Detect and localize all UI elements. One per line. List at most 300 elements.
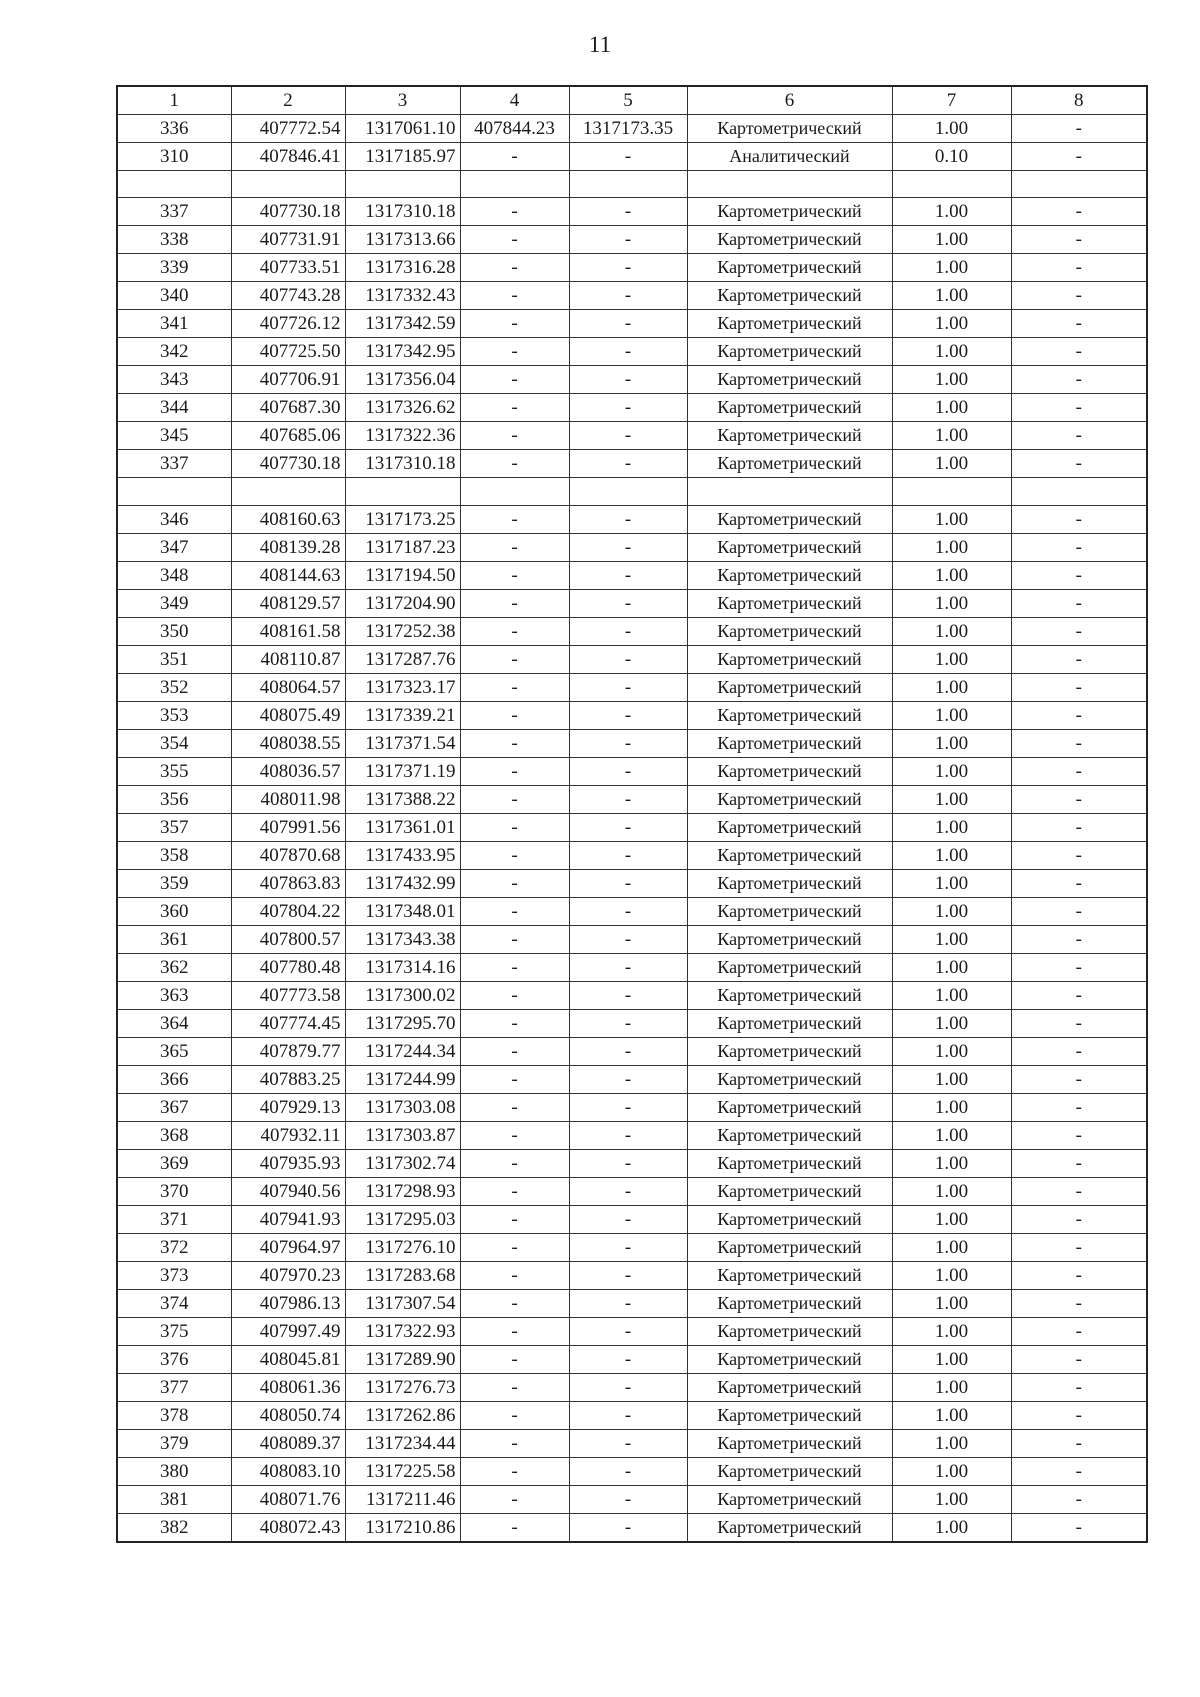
method-cell: Картометрический (687, 729, 892, 757)
note-cell: - (1011, 1373, 1147, 1401)
y-old-coordinate-cell: - (569, 785, 687, 813)
accuracy-cell (892, 478, 1011, 505)
method-cell: Картометрический (687, 1065, 892, 1093)
y-coordinate-cell: 1317302.74 (345, 1149, 460, 1177)
point-number-cell: 336 (117, 115, 231, 143)
table-row (117, 366, 1147, 394)
note-cell: - (1011, 953, 1147, 981)
x-coordinate-cell: 407687.30 (231, 394, 345, 422)
x-old-coordinate-cell: - (460, 1121, 569, 1149)
note-cell: - (1011, 1121, 1147, 1149)
x-old-coordinate-cell: - (460, 729, 569, 757)
x-coordinate-cell: 408089.37 (231, 1429, 345, 1457)
note-cell (1011, 478, 1147, 505)
y-coordinate-cell: 1317307.54 (345, 1289, 460, 1317)
table-row (117, 701, 1147, 729)
note-cell: - (1011, 533, 1147, 561)
table-row (117, 1373, 1147, 1401)
note-cell: - (1011, 115, 1147, 143)
y-coordinate-cell: 1317332.43 (345, 282, 460, 310)
method-cell: Картометрический (687, 1177, 892, 1205)
x-old-coordinate-cell: - (460, 366, 569, 394)
x-coordinate-cell: 407940.56 (231, 1177, 345, 1205)
point-number-cell: 358 (117, 841, 231, 869)
y-coordinate-cell: 1317314.16 (345, 953, 460, 981)
y-old-coordinate-cell: - (569, 1037, 687, 1065)
point-number-cell: 337 (117, 450, 231, 478)
point-number-cell: 338 (117, 226, 231, 254)
accuracy-cell: 1.00 (892, 925, 1011, 953)
y-coordinate-cell: 1317303.08 (345, 1093, 460, 1121)
note-cell: - (1011, 617, 1147, 645)
y-coordinate-cell: 1317287.76 (345, 645, 460, 673)
table-row (117, 813, 1147, 841)
x-coordinate-cell: 408061.36 (231, 1373, 345, 1401)
method-cell: Картометрический (687, 701, 892, 729)
method-cell: Картометрический (687, 1485, 892, 1513)
method-cell: Картометрический (687, 198, 892, 226)
accuracy-cell: 1.00 (892, 589, 1011, 617)
x-old-coordinate-cell: - (460, 645, 569, 673)
y-coordinate-cell: 1317252.38 (345, 617, 460, 645)
method-cell (687, 171, 892, 198)
note-cell: - (1011, 450, 1147, 478)
y-coordinate-cell: 1317339.21 (345, 701, 460, 729)
note-cell: - (1011, 198, 1147, 226)
x-old-coordinate-cell: - (460, 1177, 569, 1205)
y-old-coordinate-cell: - (569, 561, 687, 589)
x-coordinate-cell: 408075.49 (231, 701, 345, 729)
note-cell: - (1011, 1205, 1147, 1233)
method-cell: Картометрический (687, 617, 892, 645)
note-cell: - (1011, 645, 1147, 673)
method-cell: Картометрический (687, 953, 892, 981)
x-coordinate-cell: 408110.87 (231, 645, 345, 673)
point-number-cell: 381 (117, 1485, 231, 1513)
table-row (117, 561, 1147, 589)
point-number-cell: 354 (117, 729, 231, 757)
y-coordinate-cell: 1317295.70 (345, 1009, 460, 1037)
x-old-coordinate-cell: - (460, 1037, 569, 1065)
table-row (117, 1009, 1147, 1037)
x-coordinate-cell: 407706.91 (231, 366, 345, 394)
point-number-cell: 357 (117, 813, 231, 841)
method-cell: Картометрический (687, 1345, 892, 1373)
note-cell: - (1011, 254, 1147, 282)
y-old-coordinate-cell: - (569, 1457, 687, 1485)
x-coordinate-cell: 407804.22 (231, 897, 345, 925)
note-cell: - (1011, 338, 1147, 366)
y-coordinate-cell: 1317343.38 (345, 925, 460, 953)
y-old-coordinate-cell: - (569, 869, 687, 897)
note-cell: - (1011, 1401, 1147, 1429)
y-old-coordinate-cell: - (569, 813, 687, 841)
table-row (117, 1149, 1147, 1177)
point-number-cell: 342 (117, 338, 231, 366)
note-cell: - (1011, 394, 1147, 422)
method-cell: Картометрический (687, 310, 892, 338)
x-old-coordinate-cell: - (460, 1513, 569, 1542)
table-row (117, 1205, 1147, 1233)
y-old-coordinate-cell: - (569, 226, 687, 254)
y-coordinate-cell: 1317371.19 (345, 757, 460, 785)
note-cell: - (1011, 729, 1147, 757)
method-cell: Картометрический (687, 925, 892, 953)
y-old-coordinate-cell: - (569, 1205, 687, 1233)
x-old-coordinate-cell: - (460, 1485, 569, 1513)
y-old-coordinate-cell: - (569, 1261, 687, 1289)
x-coordinate-cell: 408064.57 (231, 673, 345, 701)
x-coordinate-cell: 407780.48 (231, 953, 345, 981)
table-row (117, 198, 1147, 226)
accuracy-cell: 1.00 (892, 1177, 1011, 1205)
method-cell: Картометрический (687, 115, 892, 143)
y-old-coordinate-cell: - (569, 1177, 687, 1205)
note-cell: - (1011, 1037, 1147, 1065)
method-cell: Картометрический (687, 897, 892, 925)
y-coordinate-cell: 1317234.44 (345, 1429, 460, 1457)
note-cell: - (1011, 897, 1147, 925)
method-cell (687, 478, 892, 505)
x-coordinate-cell: 408050.74 (231, 1401, 345, 1429)
x-old-coordinate-cell: - (460, 897, 569, 925)
y-coordinate-cell: 1317316.28 (345, 254, 460, 282)
table-row (117, 1429, 1147, 1457)
accuracy-cell: 1.00 (892, 953, 1011, 981)
accuracy-cell: 1.00 (892, 841, 1011, 869)
x-coordinate-cell: 407991.56 (231, 813, 345, 841)
column-header: 6 (687, 86, 892, 115)
y-old-coordinate-cell: - (569, 338, 687, 366)
table-row (117, 115, 1147, 143)
method-cell: Картометрический (687, 1037, 892, 1065)
accuracy-cell: 1.00 (892, 813, 1011, 841)
x-old-coordinate-cell: 407844.23 (460, 115, 569, 143)
point-number-cell: 363 (117, 981, 231, 1009)
y-coordinate-cell: 1317276.73 (345, 1373, 460, 1401)
table-row (117, 1289, 1147, 1317)
x-coordinate-cell: 407730.18 (231, 450, 345, 478)
point-number-cell: 376 (117, 1345, 231, 1373)
y-coordinate-cell: 1317298.93 (345, 1177, 460, 1205)
table-separator-row (117, 171, 1147, 198)
table-row (117, 1457, 1147, 1485)
y-coordinate-cell: 1317276.10 (345, 1233, 460, 1261)
table-row (117, 282, 1147, 310)
method-cell: Картометрический (687, 869, 892, 897)
method-cell: Картометрический (687, 813, 892, 841)
point-number-cell: 339 (117, 254, 231, 282)
note-cell: - (1011, 925, 1147, 953)
y-coordinate-cell: 1317204.90 (345, 589, 460, 617)
note-cell: - (1011, 422, 1147, 450)
y-old-coordinate-cell: - (569, 645, 687, 673)
accuracy-cell: 1.00 (892, 1289, 1011, 1317)
point-number-cell: 380 (117, 1457, 231, 1485)
x-old-coordinate-cell: - (460, 450, 569, 478)
y-old-coordinate-cell: - (569, 505, 687, 533)
note-cell: - (1011, 1177, 1147, 1205)
method-cell: Картометрический (687, 282, 892, 310)
y-coordinate-cell: 1317313.66 (345, 226, 460, 254)
accuracy-cell: 1.00 (892, 1037, 1011, 1065)
method-cell: Картометрический (687, 1317, 892, 1345)
y-coordinate-cell: 1317194.50 (345, 561, 460, 589)
y-old-coordinate-cell: - (569, 1373, 687, 1401)
table-row (117, 338, 1147, 366)
x-coordinate-cell: 407870.68 (231, 841, 345, 869)
note-cell: - (1011, 561, 1147, 589)
table-row (117, 505, 1147, 533)
y-old-coordinate-cell: - (569, 1121, 687, 1149)
x-old-coordinate-cell: - (460, 1149, 569, 1177)
accuracy-cell: 1.00 (892, 366, 1011, 394)
y-coordinate-cell: 1317342.95 (345, 338, 460, 366)
accuracy-cell: 1.00 (892, 1205, 1011, 1233)
x-old-coordinate-cell: - (460, 143, 569, 171)
point-number-cell: 337 (117, 198, 231, 226)
y-old-coordinate-cell: - (569, 1401, 687, 1429)
y-old-coordinate-cell: - (569, 729, 687, 757)
x-old-coordinate-cell: - (460, 422, 569, 450)
method-cell: Картометрический (687, 1261, 892, 1289)
point-number-cell (117, 478, 231, 505)
x-old-coordinate-cell: - (460, 1401, 569, 1429)
note-cell: - (1011, 673, 1147, 701)
point-number-cell: 382 (117, 1513, 231, 1542)
y-coordinate-cell: 1317061.10 (345, 115, 460, 143)
note-cell: - (1011, 1429, 1147, 1457)
table-row (117, 953, 1147, 981)
x-coordinate-cell: 407970.23 (231, 1261, 345, 1289)
x-coordinate-cell: 407773.58 (231, 981, 345, 1009)
x-coordinate-cell: 407800.57 (231, 925, 345, 953)
y-old-coordinate-cell: - (569, 366, 687, 394)
method-cell: Картометрический (687, 226, 892, 254)
x-coordinate-cell: 407929.13 (231, 1093, 345, 1121)
table-row (117, 254, 1147, 282)
accuracy-cell: 1.00 (892, 254, 1011, 282)
accuracy-cell: 1.00 (892, 1401, 1011, 1429)
method-cell: Картометрический (687, 1233, 892, 1261)
table-row (117, 981, 1147, 1009)
y-old-coordinate-cell: - (569, 757, 687, 785)
x-old-coordinate-cell: - (460, 1093, 569, 1121)
column-header: 7 (892, 86, 1011, 115)
point-number-cell: 359 (117, 869, 231, 897)
table-row (117, 1121, 1147, 1149)
method-cell: Картометрический (687, 366, 892, 394)
accuracy-cell: 1.00 (892, 673, 1011, 701)
table-row (117, 450, 1147, 478)
accuracy-cell: 1.00 (892, 645, 1011, 673)
y-coordinate-cell: 1317310.18 (345, 450, 460, 478)
note-cell: - (1011, 1261, 1147, 1289)
method-cell: Картометрический (687, 1149, 892, 1177)
x-coordinate-cell: 407935.93 (231, 1149, 345, 1177)
accuracy-cell: 1.00 (892, 785, 1011, 813)
point-number-cell: 344 (117, 394, 231, 422)
x-coordinate-cell: 408036.57 (231, 757, 345, 785)
x-coordinate-cell: 407941.93 (231, 1205, 345, 1233)
note-cell: - (1011, 1093, 1147, 1121)
y-old-coordinate-cell: - (569, 617, 687, 645)
accuracy-cell: 1.00 (892, 617, 1011, 645)
x-coordinate-cell: 408129.57 (231, 589, 345, 617)
y-coordinate-cell: 1317432.99 (345, 869, 460, 897)
point-number-cell: 310 (117, 143, 231, 171)
x-old-coordinate-cell: - (460, 254, 569, 282)
x-coordinate-cell: 408139.28 (231, 533, 345, 561)
column-header: 4 (460, 86, 569, 115)
y-old-coordinate-cell: - (569, 589, 687, 617)
y-old-coordinate-cell: - (569, 450, 687, 478)
x-old-coordinate-cell: - (460, 226, 569, 254)
accuracy-cell (892, 171, 1011, 198)
y-old-coordinate-cell: - (569, 953, 687, 981)
x-coordinate-cell (231, 171, 345, 198)
note-cell: - (1011, 1513, 1147, 1542)
y-coordinate-cell: 1317185.97 (345, 143, 460, 171)
table-row (117, 1065, 1147, 1093)
method-cell: Картометрический (687, 1093, 892, 1121)
table-row (117, 1233, 1147, 1261)
column-header: 2 (231, 86, 345, 115)
x-old-coordinate-cell: - (460, 589, 569, 617)
table-row (117, 729, 1147, 757)
accuracy-cell: 1.00 (892, 897, 1011, 925)
accuracy-cell: 1.00 (892, 1429, 1011, 1457)
accuracy-cell: 1.00 (892, 1317, 1011, 1345)
x-coordinate-cell: 408161.58 (231, 617, 345, 645)
point-number-cell: 346 (117, 505, 231, 533)
accuracy-cell: 1.00 (892, 1345, 1011, 1373)
accuracy-cell: 1.00 (892, 1121, 1011, 1149)
point-number-cell: 361 (117, 925, 231, 953)
note-cell: - (1011, 1317, 1147, 1345)
method-cell: Картометрический (687, 645, 892, 673)
x-old-coordinate-cell: - (460, 841, 569, 869)
x-coordinate-cell: 408144.63 (231, 561, 345, 589)
y-coordinate-cell: 1317356.04 (345, 366, 460, 394)
x-old-coordinate-cell: - (460, 533, 569, 561)
x-coordinate-cell: 408160.63 (231, 505, 345, 533)
x-old-coordinate-cell: - (460, 757, 569, 785)
point-number-cell: 369 (117, 1149, 231, 1177)
y-coordinate-cell: 1317323.17 (345, 673, 460, 701)
point-number-cell: 373 (117, 1261, 231, 1289)
y-coordinate-cell: 1317388.22 (345, 785, 460, 813)
method-cell: Картометрический (687, 1513, 892, 1542)
point-number-cell: 360 (117, 897, 231, 925)
point-number-cell: 352 (117, 673, 231, 701)
table-row (117, 673, 1147, 701)
accuracy-cell: 1.00 (892, 757, 1011, 785)
table-row (117, 925, 1147, 953)
y-old-coordinate-cell: - (569, 198, 687, 226)
accuracy-cell: 1.00 (892, 450, 1011, 478)
x-old-coordinate-cell: - (460, 953, 569, 981)
method-cell: Картометрический (687, 981, 892, 1009)
x-coordinate-cell: 407743.28 (231, 282, 345, 310)
method-cell: Картометрический (687, 1121, 892, 1149)
point-number-cell: 372 (117, 1233, 231, 1261)
x-coordinate-cell: 407725.50 (231, 338, 345, 366)
point-number-cell: 341 (117, 310, 231, 338)
point-number-cell: 356 (117, 785, 231, 813)
point-number-cell (117, 171, 231, 198)
y-coordinate-cell: 1317289.90 (345, 1345, 460, 1373)
accuracy-cell: 1.00 (892, 1513, 1011, 1542)
table-row (117, 1261, 1147, 1289)
accuracy-cell: 1.00 (892, 1093, 1011, 1121)
point-number-cell: 345 (117, 422, 231, 450)
y-old-coordinate-cell: - (569, 981, 687, 1009)
y-old-coordinate-cell: - (569, 897, 687, 925)
note-cell: - (1011, 757, 1147, 785)
table-row (117, 143, 1147, 171)
accuracy-cell: 1.00 (892, 869, 1011, 897)
point-number-cell: 375 (117, 1317, 231, 1345)
accuracy-cell: 1.00 (892, 1233, 1011, 1261)
y-old-coordinate-cell: - (569, 394, 687, 422)
y-old-coordinate-cell: - (569, 1289, 687, 1317)
point-number-cell: 351 (117, 645, 231, 673)
point-number-cell: 340 (117, 282, 231, 310)
note-cell: - (1011, 282, 1147, 310)
note-cell: - (1011, 589, 1147, 617)
y-old-coordinate-cell: - (569, 1317, 687, 1345)
table-row (117, 394, 1147, 422)
x-coordinate-cell: 407685.06 (231, 422, 345, 450)
x-coordinate-cell: 408038.55 (231, 729, 345, 757)
x-old-coordinate-cell: - (460, 505, 569, 533)
y-old-coordinate-cell (569, 171, 687, 198)
x-coordinate-cell: 407964.97 (231, 1233, 345, 1261)
table-row (117, 645, 1147, 673)
note-cell: - (1011, 1233, 1147, 1261)
y-old-coordinate-cell (569, 478, 687, 505)
x-coordinate-cell: 407863.83 (231, 869, 345, 897)
method-cell: Картометрический (687, 505, 892, 533)
accuracy-cell: 1.00 (892, 394, 1011, 422)
accuracy-cell: 1.00 (892, 310, 1011, 338)
x-coordinate-cell: 408045.81 (231, 1345, 345, 1373)
y-coordinate-cell: 1317283.68 (345, 1261, 460, 1289)
y-old-coordinate-cell: - (569, 925, 687, 953)
y-old-coordinate-cell: - (569, 1345, 687, 1373)
accuracy-cell: 0.10 (892, 143, 1011, 171)
x-old-coordinate-cell: - (460, 1317, 569, 1345)
accuracy-cell: 1.00 (892, 1065, 1011, 1093)
y-coordinate-cell: 1317348.01 (345, 897, 460, 925)
x-old-coordinate-cell (460, 171, 569, 198)
accuracy-cell: 1.00 (892, 1261, 1011, 1289)
accuracy-cell: 1.00 (892, 198, 1011, 226)
x-old-coordinate-cell: - (460, 673, 569, 701)
note-cell (1011, 171, 1147, 198)
x-old-coordinate-cell: - (460, 1429, 569, 1457)
method-cell: Картометрический (687, 1009, 892, 1037)
x-old-coordinate-cell: - (460, 785, 569, 813)
accuracy-cell: 1.00 (892, 1149, 1011, 1177)
y-old-coordinate-cell: - (569, 1485, 687, 1513)
x-old-coordinate-cell: - (460, 1065, 569, 1093)
y-coordinate-cell (345, 171, 460, 198)
coordinates-table (116, 85, 1148, 1543)
column-header: 3 (345, 86, 460, 115)
y-old-coordinate-cell: - (569, 701, 687, 729)
